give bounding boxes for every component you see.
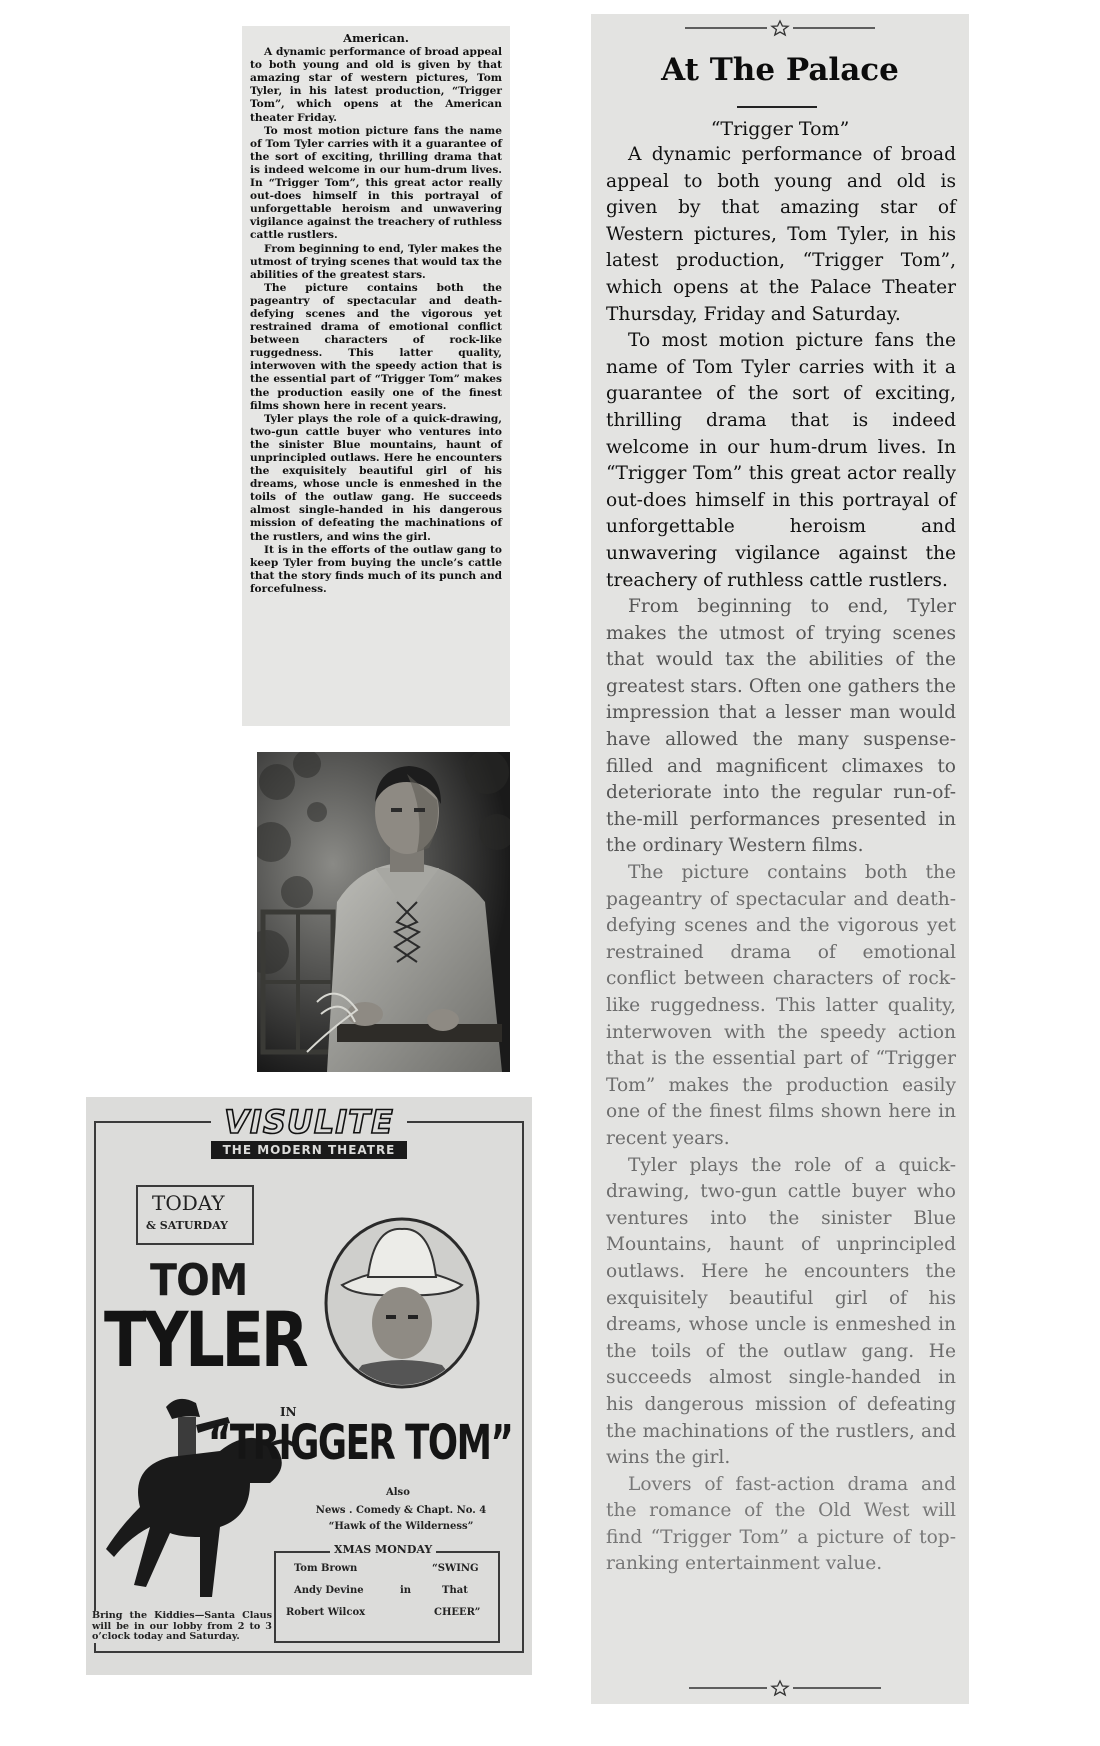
second-film-line-1: “SWING <box>432 1563 479 1574</box>
american-paragraph-2: To most motion picture fans the name of Tom Tyler carries with it a guarantee of the sort of exciting, thrilling drama that is indeed welcome in our hum-drum lives. In “Trigger Tom”, this great actor really out-does himself in this portrayal of unforgettable heroism and unwavering vigilance against the treachery of ruthless cattle rustlers. <box>250 124 502 242</box>
american-paragraph-3: From beginning to end, Tyler makes the utmost of trying scenes that would tax the abilities of the greatest stars. <box>250 242 502 281</box>
santa-note: Bring the Kiddies—Santa Claus will be in our lobby from 2 to 3 o’clock today and Saturday. <box>92 1610 272 1643</box>
american-paragraph-6: It is in the efforts of the outlaw gang to keep Tyler from buying the uncle’s cattle that the story finds much of its punch and forcefulness. <box>250 543 502 595</box>
title-divider <box>737 106 817 108</box>
palace-article-body <box>606 142 956 1578</box>
star-icon <box>591 1678 969 1698</box>
second-film-line-2: That <box>442 1585 468 1596</box>
tom-tyler-photo <box>257 752 510 1072</box>
palace-paragraph-1: A dynamic performance of broad appeal to both young and old is given by that amazing star of Western pictures, Tom Tyler, in his latest production, “Trigger Tom”, which opens at the Palace Theater Thursday, Friday and Saturday. <box>606 144 956 325</box>
palace-clipping <box>591 14 969 1704</box>
palace-title: At The Palace <box>661 52 899 88</box>
cast-1: Tom Brown <box>294 1563 358 1574</box>
american-paragraph-5: Tyler plays the role of a quick-drawing, two-gun cattle buyer who ventures into the sinister Blue mountains, haunt of unprincipled outlaws. Here he encounters the exquisitely beautiful girl of his dreams, whose uncle is enmeshed in the toils of the outlaw gang. He succeeds almost single-handed in his dangerous mission of defeating the machinations of the rustlers, and wins the girl. <box>250 412 502 543</box>
american-paragraph-1: A dynamic performance of broad appeal to both young and old is given by that amazing star of western pictures, Tom Tyler, in his latest production, “Trigger Tom”, which opens at the American theater Friday. <box>250 46 502 124</box>
american-paragraph-4: The picture contains both the pageantry of spectacular and death-defying scenes and the vigorous yet restrained drama of emotional conflict between characters of rock-like ruggedness. This latter quality, interwoven with the speedy action that is the essential part of “Trigger Tom” makes the production easily one of the finest films shown here in recent years. <box>250 281 502 412</box>
cast-in-label: in <box>400 1585 412 1596</box>
palace-paragraph-3: From beginning to end, Tyler makes the utmost of trying scenes that would tax the abilities of the greatest stars. Often one gathers the impression that a lesser man would have allowed the many suspense-filled and magnificent climaxes to deteriorate into the regular run-of-the-mill performances presented in the ordinary Western films. <box>606 596 956 857</box>
american-clipping <box>242 26 510 726</box>
star-last-name: TYLER <box>104 1295 306 1384</box>
theatre-tagline: THE MODERN THEATRE <box>211 1141 407 1159</box>
extras-line-1: News . Comedy & Chapt. No. 4 <box>315 1505 487 1516</box>
second-film-line-3: CHEER” <box>434 1607 481 1618</box>
portrait-illustration <box>257 752 510 1072</box>
ad-logo-box <box>211 1103 407 1161</box>
palace-paragraph-2: To most motion picture fans the name of Tom Tyler carries with it a guarantee of the sort of exciting, thrilling drama that is indeed welcome in our hum-drum lives. In “Trigger Tom” this great actor really out-does himself in this portrayal of unforgettable heroism and unwavering vigilance against the treachery of ruthless cattle rustlers. <box>606 330 956 591</box>
star-first-name: TOM <box>150 1255 248 1306</box>
theatre-logo: VISULITE <box>224 1103 394 1141</box>
palace-paragraph-5: Tyler plays the role of a quick-drawing, two-gun cattle buyer who ventures into the sinister Blue Mountains, haunt of unprincipled outlaws. Here he encounters the exquisitely beautiful girl of his dreams, whose uncle is enmeshed in the toils of the outlaw gang. He succeeds almost single-handed in his dangerous mission of defeating the machinations of the rustlers, and wins the girl. <box>606 1154 956 1469</box>
star-icon <box>591 18 969 38</box>
american-heading: American. <box>343 31 409 45</box>
cast-3: Robert Wilcox <box>286 1607 366 1618</box>
palace-paragraph-6: Lovers of fast-action drama and the romance of the Old West will find “Trigger Tom” a picture of top-ranking entertainment value. <box>606 1473 956 1575</box>
visulite-ad <box>86 1097 532 1675</box>
cast-2: Andy Devine <box>294 1585 364 1596</box>
in-label: IN <box>280 1405 297 1419</box>
saturday-label: & SATURDAY <box>146 1219 228 1232</box>
cowboy-portrait-circle <box>322 1215 482 1390</box>
extras-line-2: “Hawk of the Wilderness” <box>328 1521 474 1532</box>
film-title: “TRIGGER TOM” <box>208 1415 513 1471</box>
xmas-heading: XMAS MONDAY <box>330 1543 436 1556</box>
palace-paragraph-4: The picture contains both the pageantry of spectacular and death-defying scenes and the vigorous yet restrained drama of emotional conflict between characters of rock-like ruggedness. This latter quality, interwoven with the speedy action that is the essential part of “Trigger Tom” makes the production easily one of the finest films shown here in recent years. <box>606 862 956 1149</box>
also-label: Also <box>386 1487 410 1498</box>
today-label: TODAY <box>152 1191 225 1215</box>
palace-subtitle: “Trigger Tom” <box>710 118 850 140</box>
